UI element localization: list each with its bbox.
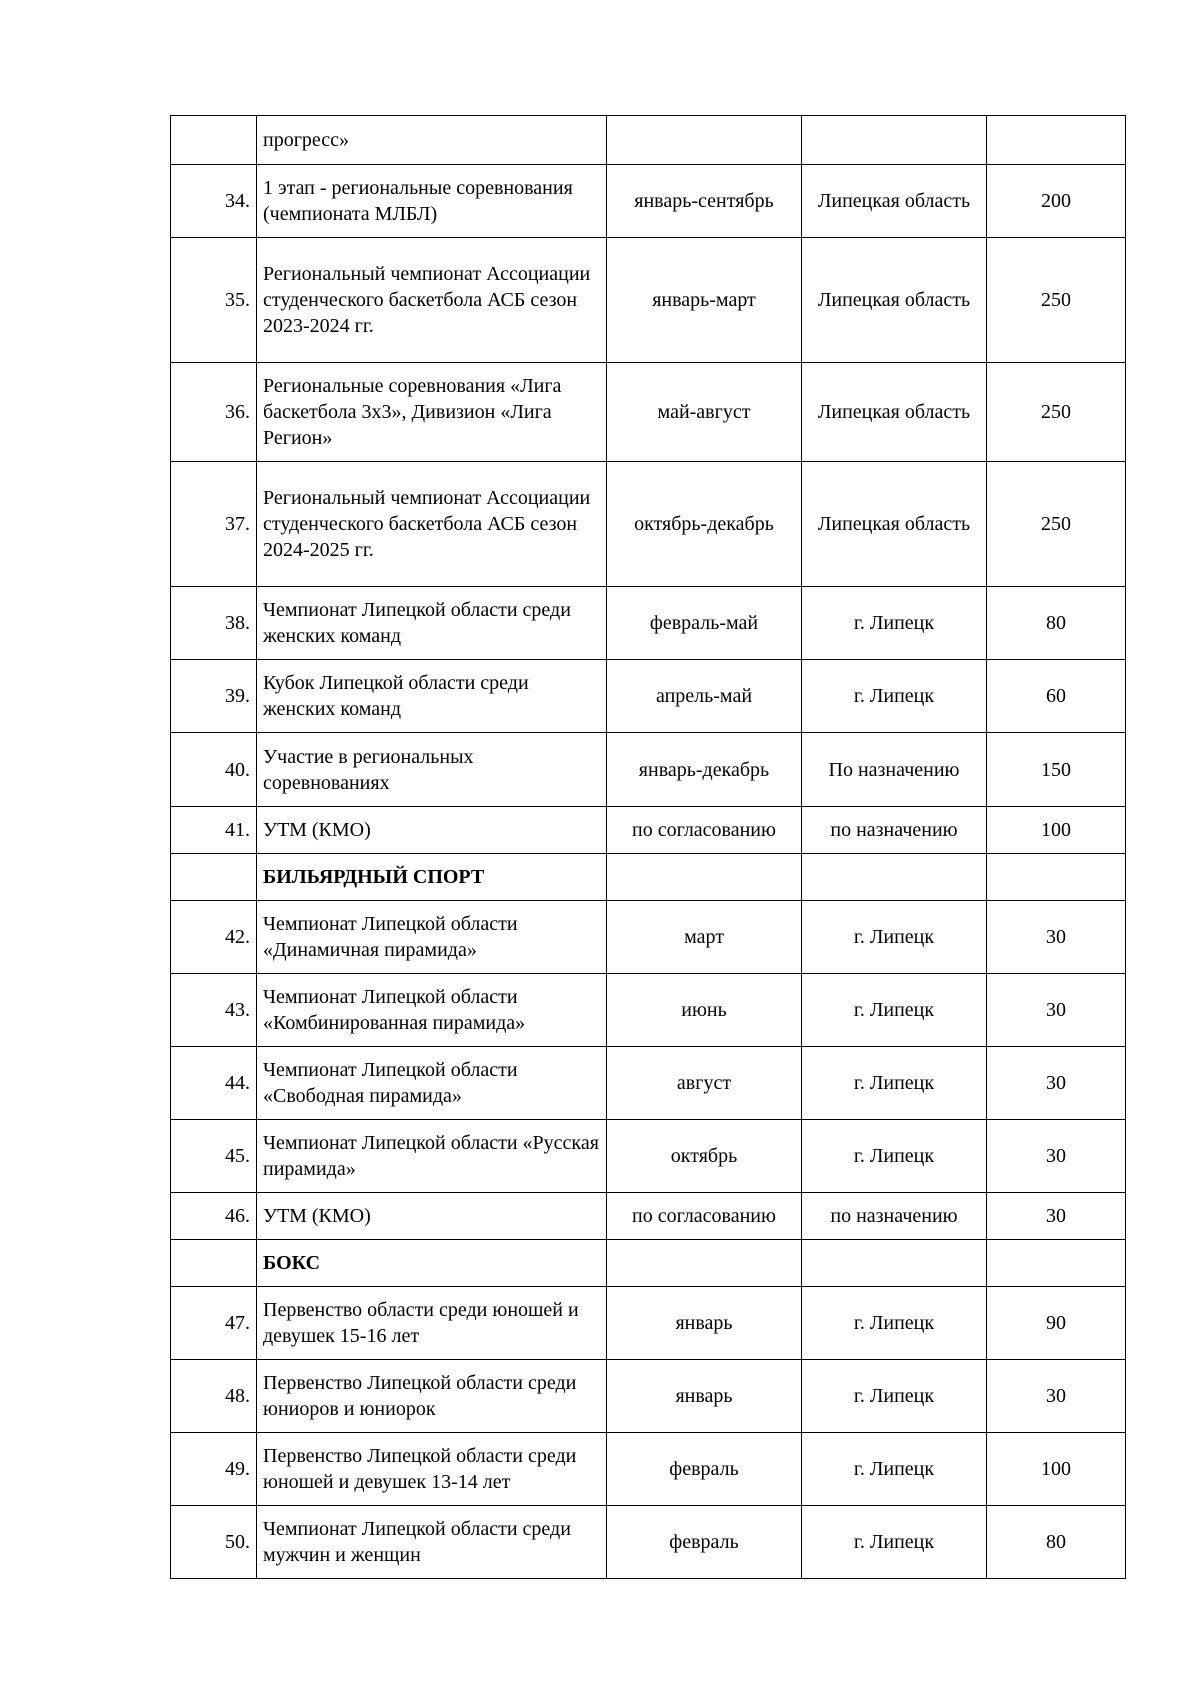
event-dates: январь-сентябрь bbox=[607, 165, 802, 238]
event-dates bbox=[607, 854, 802, 901]
table-row bbox=[171, 462, 1126, 587]
table-row bbox=[171, 807, 1126, 854]
row-number bbox=[171, 1240, 257, 1287]
event-place: По назначению bbox=[802, 733, 987, 807]
event-name: Кубок Липецкой области среди женских команд bbox=[257, 660, 607, 733]
event-name: Региональный чемпионат Ассоциации студенческого баскетбола АСБ сезон 2024-2025 гг. bbox=[257, 462, 607, 587]
table-row bbox=[171, 1433, 1126, 1506]
participants-count bbox=[987, 116, 1126, 165]
event-name: УТМ (КМО) bbox=[257, 807, 607, 854]
participants-count: 60 bbox=[987, 660, 1126, 733]
event-dates: февраль bbox=[607, 1506, 802, 1579]
table-row bbox=[171, 116, 1126, 165]
event-name: УТМ (КМО) bbox=[257, 1193, 607, 1240]
event-name: Первенство Липецкой области среди юниоров и юниорок bbox=[257, 1360, 607, 1433]
event-name: Региональные соревнования «Лига баскетбола 3х3», Дивизион «Лига Регион» bbox=[257, 363, 607, 462]
event-dates: по согласованию bbox=[607, 1193, 802, 1240]
participants-count bbox=[987, 1240, 1126, 1287]
event-dates: май-август bbox=[607, 363, 802, 462]
row-number bbox=[171, 854, 257, 901]
event-name: 1 этап - региональные соревнования (чемпионата МЛБЛ) bbox=[257, 165, 607, 238]
event-place: по назначению bbox=[802, 807, 987, 854]
participants-count: 30 bbox=[987, 1120, 1126, 1193]
event-place: Липецкая область bbox=[802, 165, 987, 238]
participants-count: 90 bbox=[987, 1287, 1126, 1360]
event-place: г. Липецк bbox=[802, 974, 987, 1047]
event-place: г. Липецк bbox=[802, 1360, 987, 1433]
event-place: г. Липецк bbox=[802, 1506, 987, 1579]
row-number: 34. bbox=[171, 165, 257, 238]
row-number: 49. bbox=[171, 1433, 257, 1506]
table-row bbox=[171, 733, 1126, 807]
participants-count: 100 bbox=[987, 1433, 1126, 1506]
event-dates: март bbox=[607, 901, 802, 974]
events-table bbox=[170, 115, 1126, 1579]
participants-count: 30 bbox=[987, 1193, 1126, 1240]
table-row bbox=[171, 1287, 1126, 1360]
participants-count: 30 bbox=[987, 1047, 1126, 1120]
row-number: 50. bbox=[171, 1506, 257, 1579]
event-name: Чемпионат Липецкой области «Свободная пирамида» bbox=[257, 1047, 607, 1120]
row-number: 40. bbox=[171, 733, 257, 807]
event-dates: январь-декабрь bbox=[607, 733, 802, 807]
row-number: 45. bbox=[171, 1120, 257, 1193]
event-name: Чемпионат Липецкой области «Динамичная пирамида» bbox=[257, 901, 607, 974]
event-name: Чемпионат Липецкой области «Комбинированная пирамида» bbox=[257, 974, 607, 1047]
table-row bbox=[171, 587, 1126, 660]
table-row bbox=[171, 1506, 1126, 1579]
row-number: 37. bbox=[171, 462, 257, 587]
event-name: Первенство области среди юношей и девушек 15-16 лет bbox=[257, 1287, 607, 1360]
event-name: Чемпионат Липецкой области среди мужчин и женщин bbox=[257, 1506, 607, 1579]
event-place: по назначению bbox=[802, 1193, 987, 1240]
participants-count: 200 bbox=[987, 165, 1126, 238]
event-dates: по согласованию bbox=[607, 807, 802, 854]
event-place: г. Липецк bbox=[802, 1047, 987, 1120]
row-number: 43. bbox=[171, 974, 257, 1047]
participants-count: 250 bbox=[987, 238, 1126, 363]
event-dates: апрель-май bbox=[607, 660, 802, 733]
table-row bbox=[171, 1047, 1126, 1120]
event-place: г. Липецк bbox=[802, 1120, 987, 1193]
event-dates: октябрь bbox=[607, 1120, 802, 1193]
event-dates: январь bbox=[607, 1360, 802, 1433]
participants-count: 30 bbox=[987, 974, 1126, 1047]
event-place: Липецкая область bbox=[802, 363, 987, 462]
event-name: Чемпионат Липецкой области среди женских команд bbox=[257, 587, 607, 660]
table-row bbox=[171, 1193, 1126, 1240]
section-title: БОКС bbox=[257, 1240, 607, 1287]
section-row bbox=[171, 1240, 1126, 1287]
event-dates: февраль-май bbox=[607, 587, 802, 660]
event-place bbox=[802, 116, 987, 165]
event-dates bbox=[607, 116, 802, 165]
row-number: 48. bbox=[171, 1360, 257, 1433]
section-title: БИЛЬЯРДНЫЙ СПОРТ bbox=[257, 854, 607, 901]
event-place: г. Липецк bbox=[802, 1433, 987, 1506]
participants-count: 250 bbox=[987, 462, 1126, 587]
participants-count: 250 bbox=[987, 363, 1126, 462]
event-place: Липецкая область bbox=[802, 238, 987, 363]
table-row bbox=[171, 165, 1126, 238]
row-number bbox=[171, 116, 257, 165]
row-number: 39. bbox=[171, 660, 257, 733]
row-number: 42. bbox=[171, 901, 257, 974]
participants-count: 80 bbox=[987, 587, 1126, 660]
row-number: 36. bbox=[171, 363, 257, 462]
event-name: прогресс» bbox=[257, 116, 607, 165]
event-place: Липецкая область bbox=[802, 462, 987, 587]
row-number: 38. bbox=[171, 587, 257, 660]
table-row bbox=[171, 901, 1126, 974]
table-row bbox=[171, 660, 1126, 733]
event-dates: октябрь-декабрь bbox=[607, 462, 802, 587]
event-dates: январь bbox=[607, 1287, 802, 1360]
table-row bbox=[171, 238, 1126, 363]
event-name: Первенство Липецкой области среди юношей и девушек 13-14 лет bbox=[257, 1433, 607, 1506]
table-row bbox=[171, 1120, 1126, 1193]
row-number: 44. bbox=[171, 1047, 257, 1120]
participants-count bbox=[987, 854, 1126, 901]
table-row bbox=[171, 1360, 1126, 1433]
row-number: 46. bbox=[171, 1193, 257, 1240]
participants-count: 80 bbox=[987, 1506, 1126, 1579]
row-number: 47. bbox=[171, 1287, 257, 1360]
participants-count: 100 bbox=[987, 807, 1126, 854]
table-row bbox=[171, 974, 1126, 1047]
event-dates: февраль bbox=[607, 1433, 802, 1506]
event-name: Чемпионат Липецкой области «Русская пирамида» bbox=[257, 1120, 607, 1193]
event-place bbox=[802, 1240, 987, 1287]
table-row bbox=[171, 363, 1126, 462]
event-dates: январь-март bbox=[607, 238, 802, 363]
participants-count: 30 bbox=[987, 901, 1126, 974]
event-place: г. Липецк bbox=[802, 1287, 987, 1360]
row-number: 35. bbox=[171, 238, 257, 363]
section-row bbox=[171, 854, 1126, 901]
event-dates bbox=[607, 1240, 802, 1287]
participants-count: 30 bbox=[987, 1360, 1126, 1433]
event-dates: июнь bbox=[607, 974, 802, 1047]
event-place: г. Липецк bbox=[802, 660, 987, 733]
row-number: 41. bbox=[171, 807, 257, 854]
event-place bbox=[802, 854, 987, 901]
event-place: г. Липецк bbox=[802, 587, 987, 660]
event-place: г. Липецк bbox=[802, 901, 987, 974]
event-name: Участие в региональных соревнованиях bbox=[257, 733, 607, 807]
event-dates: август bbox=[607, 1047, 802, 1120]
event-name: Региональный чемпионат Ассоциации студенческого баскетбола АСБ сезон 2023-2024 гг. bbox=[257, 238, 607, 363]
participants-count: 150 bbox=[987, 733, 1126, 807]
